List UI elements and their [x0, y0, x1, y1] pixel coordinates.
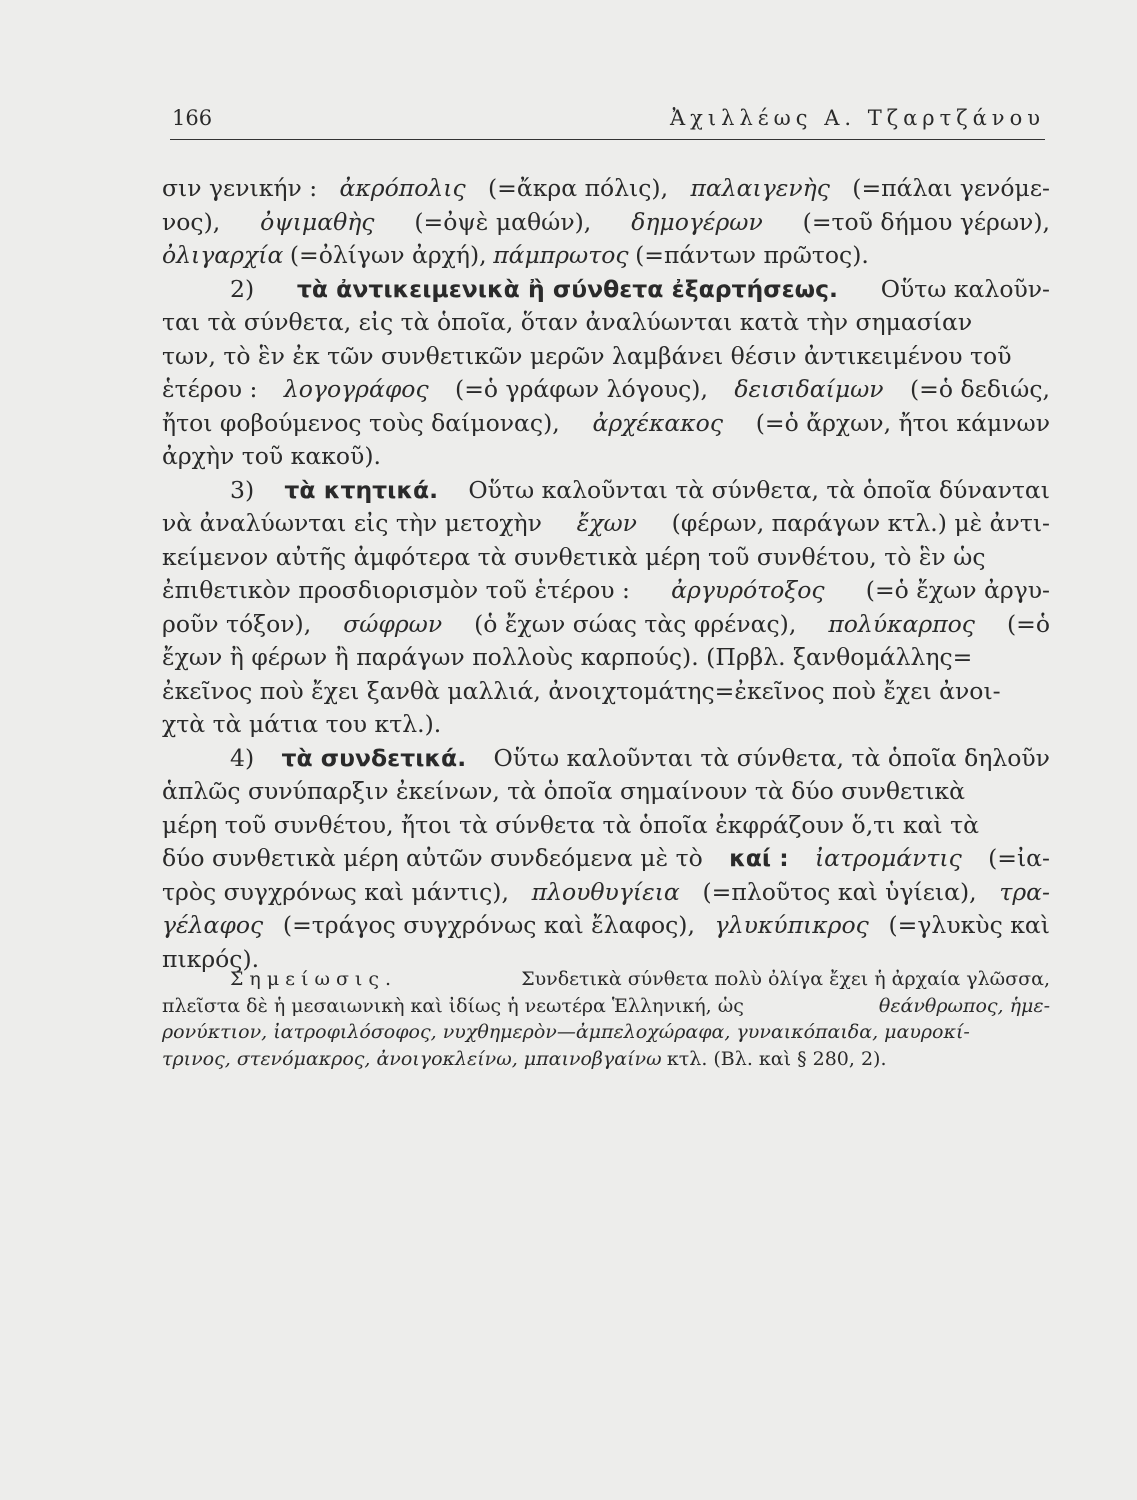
text-segment: 3): [230, 475, 255, 504]
text-segment: θεάνθρωπος, ἡμε-: [878, 994, 1050, 1017]
note-line: [162, 1019, 1050, 1046]
text-segment: δεισιδαίμων: [734, 375, 884, 403]
text-segment: (ὁ ἔχων σώας τὰς φρένας),: [474, 609, 797, 638]
running-title: Ἀχιλλέως Α. Τζαρτζάνου: [670, 106, 1045, 130]
text-segment: Οὕτω καλοῦνται τὰ σύνθετα, τὰ ὁποῖα δηλοῦν: [493, 743, 1050, 772]
page-header: [172, 102, 1045, 136]
text-segment: Οὕτω καλοῦν-: [880, 274, 1050, 303]
page-number: 166: [172, 106, 213, 130]
text-segment: (=ἄκρα πόλις),: [488, 174, 669, 202]
main-text: [162, 172, 1050, 976]
text-segment: χτὰ τὰ μάτια του κτλ.).: [162, 710, 442, 738]
text-line: [162, 273, 1050, 307]
text-line: [162, 172, 1050, 206]
text-line: [162, 641, 1050, 675]
text-segment: σώφρων: [343, 609, 443, 638]
text-segment: ἐκεῖνος ποὺ ἔχει ξανθὰ μαλλιά, ἀνοιχτομάτης=ἐκεῖνος ποὺ ἔχει ἀνοι-: [162, 676, 1001, 705]
text-segment: γλυκύπικρος: [714, 911, 869, 939]
text-segment: νὰ ἀναλύωνται εἰς τὴν μετοχὴν: [162, 509, 542, 537]
text-segment: σιν γενικήν :: [162, 174, 318, 202]
text-segment: (=ὁ ἄρχων, ἤτοι κάμνων: [755, 408, 1050, 437]
text-line: [162, 407, 1050, 441]
text-segment: των, τὸ ἓν ἐκ τῶν συνθετικῶν μερῶν λαμβάνει θέσιν ἀντικειμένου τοῦ: [162, 341, 1012, 370]
text-segment: δύο συνθετικὰ μέρη αὐτῶν συνδεόμενα μὲ τὸ: [162, 844, 703, 872]
text-line: [162, 608, 1050, 642]
text-segment: (=ὁ γράφων λόγους),: [455, 375, 708, 403]
text-segment: νος),: [162, 207, 221, 236]
text-segment: (=πάλαι γενόμε-: [852, 174, 1050, 202]
text-segment: τὰ ἀντικειμενικὰ ἢ σύνθετα ἐξαρτήσεως.: [296, 274, 838, 303]
text-segment: ἀκρόπολις: [339, 174, 466, 202]
text-segment: ροῦν τόξον),: [162, 609, 312, 638]
text-segment: ἰατρομάντις: [814, 844, 962, 872]
text-segment: (=τοῦ δήμου γέρων),: [802, 207, 1050, 236]
text-line: [162, 876, 1050, 910]
text-segment: ἀρχὴν τοῦ κακοῦ).: [162, 442, 381, 470]
text-segment: τὰ συνδετικά.: [281, 743, 467, 772]
text-segment: (=ὁ ἔχων ἀργυ-: [865, 576, 1050, 604]
text-segment: (=ὁ δεδιώς,: [910, 375, 1050, 403]
text-segment: καί :: [729, 844, 789, 872]
text-segment: γέλαφος: [162, 911, 264, 939]
text-segment: πλουθυγίεια: [531, 877, 680, 906]
text-segment: ἁπλῶς συνύπαρξιν ἐκείνων, τὰ ὁποῖα σημαίνουν τὰ δύο συνθετικὰ: [162, 777, 965, 805]
text-line: [162, 206, 1050, 240]
text-segment: τὰ κτητικά.: [284, 475, 439, 504]
text-segment: τρινος, στενόμακρος, ἀνοιγοκλείνω, μπαινοβγαίνω: [162, 1047, 662, 1070]
text-segment: πάμπρωτος: [493, 241, 629, 269]
text-line: [162, 708, 1050, 742]
text-segment: 4): [230, 743, 255, 772]
text-line: [162, 675, 1050, 709]
text-segment: (=ὀλίγων ἀρχή),: [289, 241, 487, 269]
text-line: [162, 507, 1050, 541]
note-line: [162, 993, 1050, 1020]
text-segment: (=ἰα-: [988, 844, 1050, 872]
text-segment: τρα-: [999, 877, 1050, 906]
text-segment: (=ὁ: [1006, 609, 1050, 638]
text-segment: πολύκαρπος: [828, 609, 975, 638]
text-segment: παλαιγενὴς: [690, 174, 830, 202]
text-segment: πλεῖστα δὲ ἡ μεσαιωνικὴ καὶ ἰδίως ἡ νεωτέρα Ἑλληνική, ὡς: [162, 994, 744, 1017]
text-segment: ἔχων ἢ φέρων ἢ παράγων πολλοὺς καρπούς). (Πρβλ. ξανθομάλλης=: [162, 643, 973, 671]
text-segment: λογογράφος: [283, 375, 429, 403]
text-line: [162, 842, 1050, 876]
text-segment: (φέρων, παράγων κτλ.) μὲ ἀντι-: [671, 509, 1050, 537]
text-segment: (=πλοῦτος καὶ ὑγίεια),: [702, 877, 977, 906]
text-segment: (=τράγος συγχρόνως καὶ ἔλαφος),: [282, 911, 695, 939]
text-segment: τρὸς συγχρόνως καὶ μάντις),: [162, 877, 509, 906]
text-line: [162, 474, 1050, 508]
text-line: [162, 306, 1050, 340]
text-segment: Σημείωσις.: [230, 968, 398, 990]
text-segment: ἀργυρότοξος: [671, 576, 825, 604]
text-segment: (=ὀψὲ μαθών),: [414, 207, 592, 236]
text-line: [162, 239, 1050, 273]
text-line: [162, 909, 1050, 943]
text-line: [162, 742, 1050, 776]
text-segment: κείμενον αὐτῆς ἀμφότερα τὰ συνθετικὰ μέρη τοῦ συνθέτου, τὸ ἓν ὡς: [162, 542, 986, 571]
text-segment: (=πάντων πρῶτος).: [635, 241, 869, 269]
text-segment: ἔχων: [576, 509, 637, 537]
text-line: [162, 541, 1050, 575]
text-segment: Οὕτω καλοῦνται τὰ σύνθετα, τὰ ὁποῖα δύνανται: [468, 475, 1050, 504]
text-segment: κτλ. (Βλ. καὶ § 280, 2).: [666, 1047, 887, 1070]
text-line: [162, 775, 1050, 809]
text-segment: δημογέρων: [631, 207, 763, 236]
text-segment: ρονύκτιον, ἰατροφιλόσοφος, νυχθημερὸν—ἀμπελοχώραφα, γυναικόπαιδα, μαυροκί-: [162, 1021, 970, 1043]
text-segment: πικρός).: [162, 944, 260, 973]
text-segment: ἐπιθετικὸν προσδιορισμὸν τοῦ ἑτέρου :: [162, 576, 630, 604]
footnote-block: [162, 966, 1050, 1072]
text-segment: ἤτοι φοβούμενος τοὺς δαίμονας),: [162, 408, 560, 437]
text-line: [162, 373, 1050, 407]
text-segment: ὀλιγαρχία: [162, 241, 284, 269]
text-line: [162, 440, 1050, 474]
text-segment: ἀρχέκακος: [592, 408, 723, 437]
header-rule: [170, 139, 1045, 140]
text-line: [162, 340, 1050, 374]
text-line: [162, 809, 1050, 843]
note-line: [162, 1046, 1050, 1073]
text-line: [162, 574, 1050, 608]
text-segment: μέρη τοῦ συνθέτου, ἤτοι τὰ σύνθετα τὰ ὁποῖα ἐκφράζουν ὅ,τι καὶ τὰ: [162, 810, 979, 839]
text-segment: Συνδετικὰ σύνθετα πολὺ ὀλίγα ἔχει ἡ ἀρχαία γλῶσσα,: [521, 968, 1050, 990]
text-segment: 2): [230, 274, 255, 303]
note-line: [162, 966, 1050, 993]
text-segment: ται τὰ σύνθετα, εἰς τὰ ὁποῖα, ὅταν ἀναλύωνται κατὰ τὴν σημασίαν: [162, 308, 973, 336]
text-segment: (=γλυκὺς καὶ: [888, 911, 1050, 939]
text-segment: ἑτέρου :: [162, 375, 258, 403]
text-segment: ὀψιμαθὴς: [260, 207, 375, 236]
